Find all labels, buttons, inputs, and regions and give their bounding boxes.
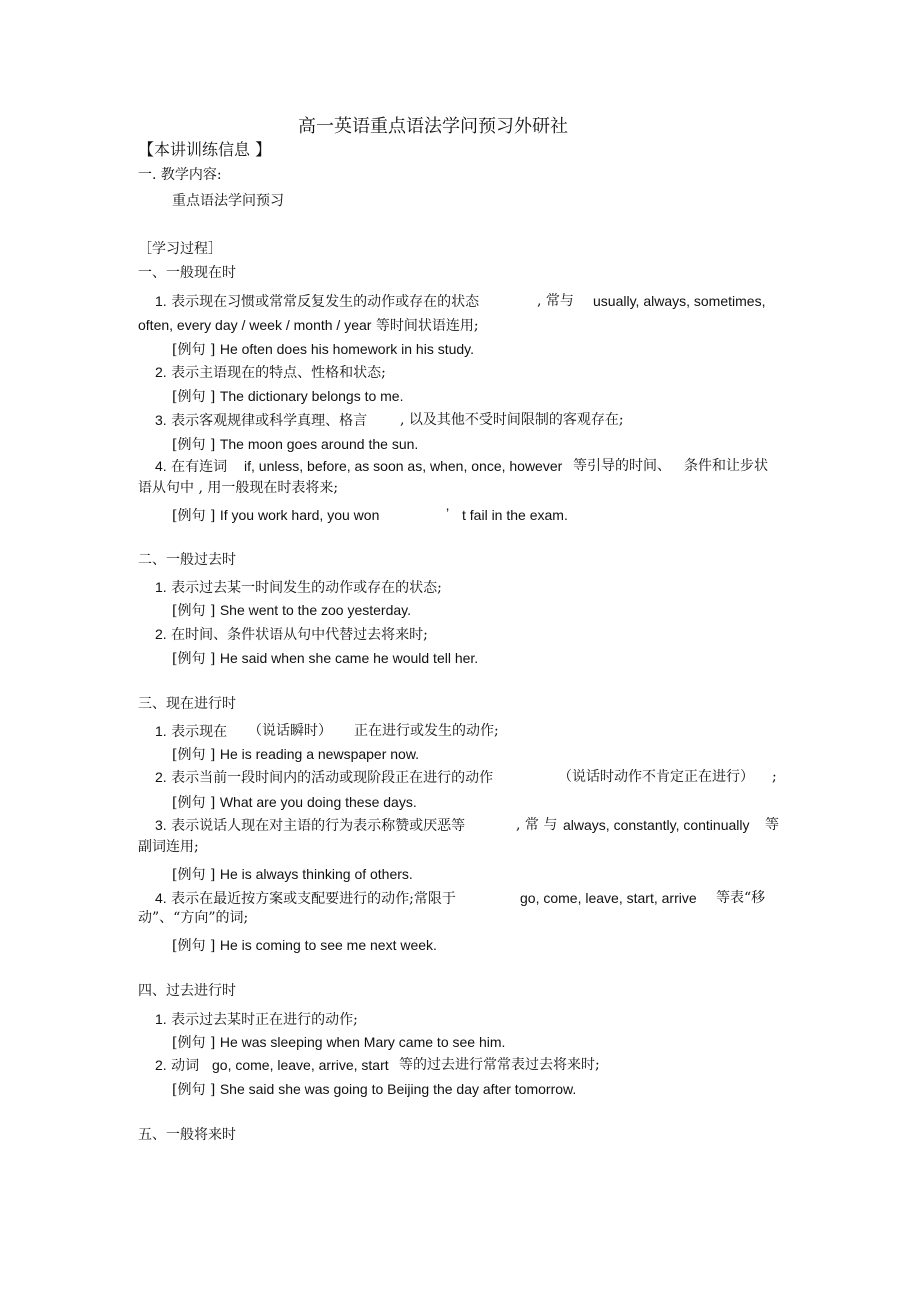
rule-continuation: 语从句中 , 用一般现在时表将来; (138, 480, 339, 496)
rule-line (155, 292, 479, 311)
example-sentence: [例句 ] He said when she came he would tell her. (172, 650, 479, 667)
rule-text: 正在进行或发生的动作; (354, 723, 499, 739)
rule-number: 1. (155, 293, 167, 309)
rule-text: go, come, leave, start, arrive (520, 890, 697, 906)
rule-line: 1. 表示过去某时正在进行的动作; (155, 1011, 358, 1028)
rule-continuation: often, every day / week / month / year 等时间状语连用; (138, 317, 479, 334)
rule-text: 表示现在习惯或常常反复发生的动作或存在的状态 (171, 294, 480, 310)
rule-line: 3. 表示说话人现在对主语的行为表示称赞或厌恶等 (155, 817, 466, 834)
rule-line: 2. 表示当前一段时间内的活动或现阶段正在进行的动作 (155, 769, 494, 786)
rule-line: 1. 表示过去某一时间发生的动作或存在的状态; (155, 579, 442, 596)
rule-text: usually, always, sometimes, (593, 293, 766, 309)
rule-line: 3. 表示客观规律或科学真理、格言 (155, 412, 368, 429)
rule-text: （说话时动作不肯定正在进行） (558, 769, 754, 785)
example-sentence: [例句 ] He often does his homework in his study. (172, 341, 475, 358)
example-sentence: [例句 ] The dictionary belongs to me. (172, 388, 404, 405)
example-sentence-cont: t fail in the exam. (462, 507, 568, 523)
example-sentence: [例句 ] If you work hard, you won (172, 507, 380, 524)
rule-line: 4. 在有连词 (155, 458, 228, 475)
example-sentence: [例句 ] The moon goes around the sun. (172, 436, 419, 453)
section-heading: 二、一般过去时 (138, 552, 236, 568)
page-title: 高一英语重点语法学问预习外研社 (298, 116, 568, 137)
rule-text: ; (772, 769, 777, 785)
rule-text: if, unless, before, as soon as, when, once, however (244, 458, 563, 474)
rule-line: 2. 表示主语现在的特点、性格和状态; (155, 364, 386, 381)
section-heading: 一、一般现在时 (138, 265, 236, 281)
example-sentence: [例句 ] He is always thinking of others. (172, 866, 413, 883)
rule-text: 等的过去进行常常表过去将来时; (399, 1057, 600, 1073)
section-heading: 四、过去进行时 (138, 983, 236, 999)
rule-continuation: 副词连用; (138, 839, 199, 855)
example-apostrophe: ’ (446, 505, 450, 521)
example-sentence: [例句 ] She said she was going to Beijing the day after tomorrow. (172, 1081, 577, 1098)
rule-text: 等 (765, 817, 779, 833)
section-heading: 三、现在进行时 (138, 696, 236, 712)
example-sentence: [例句 ] What are you doing these days. (172, 794, 417, 811)
rule-text: , 常与 (537, 293, 574, 309)
example-sentence: [例句 ] He is reading a newspaper now. (172, 746, 420, 763)
info-header: 【本讲训练信息 】 (138, 140, 272, 159)
rule-line: 2. 动词 (155, 1057, 200, 1074)
rule-text: 等引导的时间、 (573, 458, 671, 474)
rule-text: , 常 与 (516, 817, 558, 833)
rule-text: , 以及其他不受时间限制的客观存在; (400, 412, 624, 428)
teaching-heading: 一. 教学内容: (138, 167, 222, 183)
section-heading: 五、一般将来时 (138, 1127, 236, 1143)
rule-text: always, constantly, continually (563, 817, 750, 833)
example-sentence: [例句 ] He is coming to see me next week. (172, 937, 437, 954)
rule-continuation: 动”、“方向”的词; (138, 910, 249, 926)
rule-line: 4. 表示在最近按方案或支配要进行的动作;常限于 (155, 890, 456, 907)
teaching-content: 重点语法学问预习 (172, 193, 284, 209)
process-heading: ［学习过程］ (138, 241, 222, 257)
example-sentence: [例句 ] He was sleeping when Mary came to see him. (172, 1034, 506, 1051)
rule-text: 等表“移 (716, 890, 766, 906)
rule-line: 1. 表示现在 (155, 723, 228, 740)
rule-text: go, come, leave, arrive, start (212, 1057, 389, 1073)
rule-text: （说话瞬时） (248, 723, 332, 739)
rule-text: 条件和让步状 (684, 458, 768, 474)
example-sentence: [例句 ] She went to the zoo yesterday. (172, 602, 412, 619)
rule-line: 2. 在时间、条件状语从句中代替过去将来时; (155, 626, 428, 643)
